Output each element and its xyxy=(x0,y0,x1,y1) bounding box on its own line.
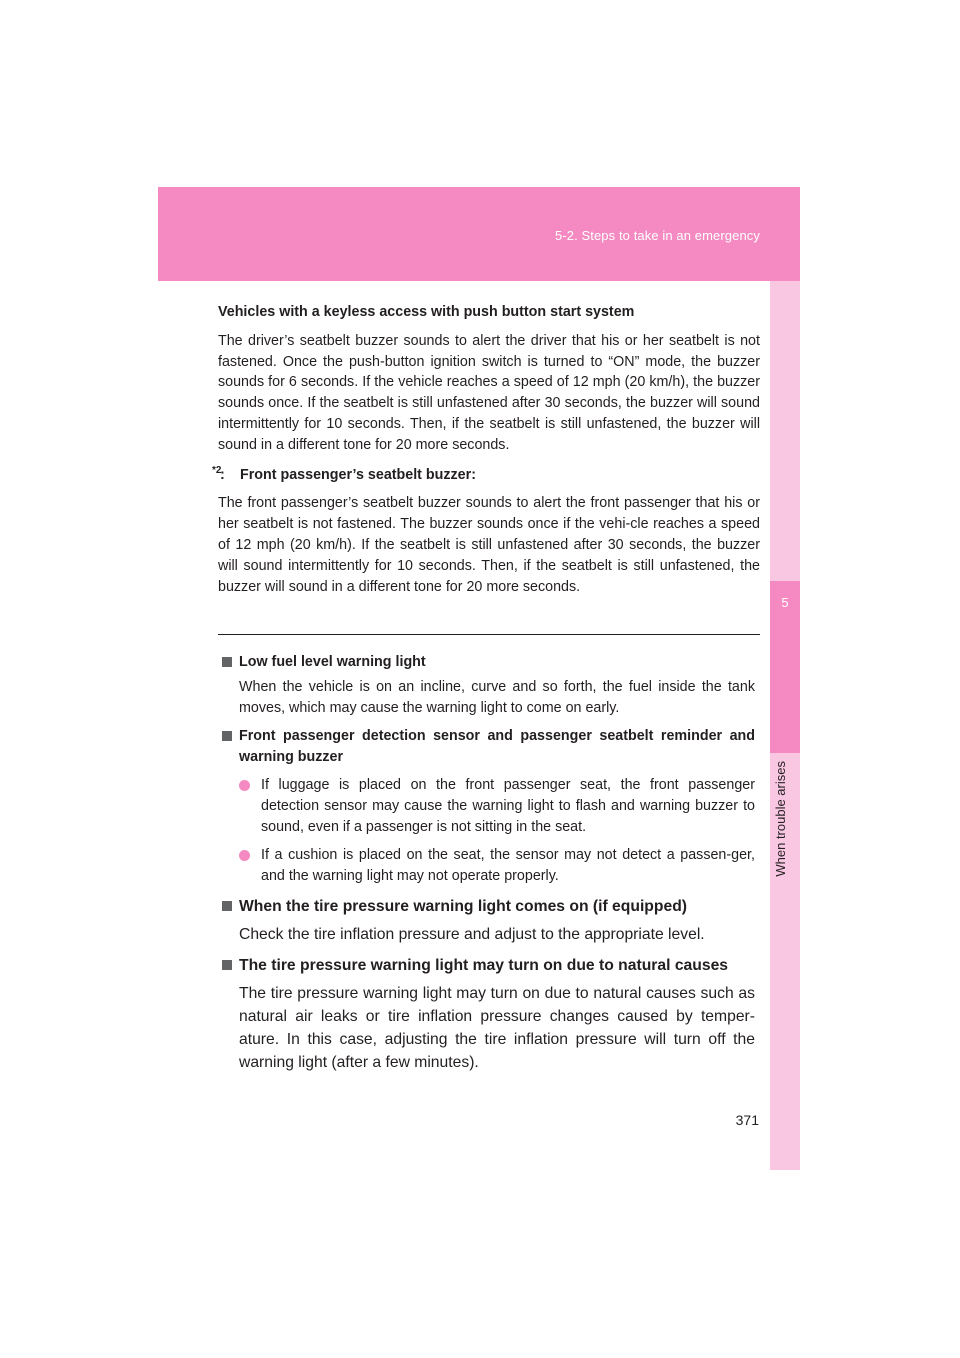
square-bullet-icon xyxy=(222,731,232,741)
list-item xyxy=(222,775,755,838)
note-passenger-sensor xyxy=(222,726,755,887)
square-bullet-icon xyxy=(222,960,232,970)
note-body: Check the tire inflation pressure and adjust to the appropriate level. xyxy=(239,926,705,943)
note-body: When the vehicle is on an incline, curve and so forth, the fuel inside the tank moves, which may cause the warning light to come on early. xyxy=(239,679,755,716)
note-body: The tire pressure warning light may turn on due to natural causes such as natural air leaks or tire inflation pressure changes caused by temper-ature. In this case, adjusting the tire inflation pressure will turn off the warning light (after a few minutes). xyxy=(239,985,755,1071)
square-bullet-icon xyxy=(222,901,232,911)
chapter-number: 5 xyxy=(781,595,789,610)
chapter-tab-marker xyxy=(770,581,800,877)
notes-section xyxy=(222,652,755,1074)
note-title: Front passenger detection sensor and passenger seatbelt reminder and warning buzzer xyxy=(239,728,755,765)
note-low-fuel xyxy=(222,652,755,719)
bullet-text: If luggage is placed on the front passenger seat, the front passenger detection sensor may cause the warning light to flash and warning buzzer to sound, even if a passenger is not sitting in the seat. xyxy=(261,777,755,835)
chapter-title: When trouble arises xyxy=(773,761,788,877)
keyless-heading: Vehicles with a keyless access with push button start system xyxy=(218,304,635,320)
note-tire-warning xyxy=(222,895,755,946)
section-title: 5-2. Steps to take in an emergency xyxy=(554,228,760,243)
section-header-band xyxy=(158,187,800,281)
note-title: When the tire pressure warning light comes on (if equipped) xyxy=(239,898,688,915)
upper-section xyxy=(212,302,760,597)
keyless-body: The driver’s seatbelt buzzer sounds to alert the driver that his or her seatbelt is not fastened. Once the push-button ignition switch is turned to “ON” mode, the buzzer sounds for 6 seconds. If the vehicle reaches a speed of 12 mph (20 km/h), the buzzer sounds once. If the seatbelt is still unfastened after 30 seconds, the buzzer will sound intermittently for 10 seconds. Then, if the seatbelt is still unfastened, the buzzer will sound in a different tone for 20 more seconds. xyxy=(218,332,760,453)
note-tire-natural xyxy=(222,954,755,1074)
footnote-heading xyxy=(212,464,760,486)
note-heading xyxy=(222,726,755,768)
section-divider xyxy=(218,634,760,635)
footnote-colon: : xyxy=(220,466,225,483)
bullet-text: If a cushion is placed on the seat, the sensor may not detect a passen-ger, and the warning light may not operate properly. xyxy=(261,847,755,884)
note-title: The tire pressure warning light may turn on due to natural causes xyxy=(239,957,729,974)
square-bullet-icon xyxy=(222,657,232,667)
note-heading xyxy=(222,652,755,673)
chapter-side-tab xyxy=(770,281,800,1170)
list-item xyxy=(222,845,755,887)
footnote-title: Front passenger’s seatbelt buzzer: xyxy=(240,466,476,483)
circle-bullet-icon xyxy=(239,850,250,861)
circle-bullet-icon xyxy=(239,780,250,791)
footnote-mark: *2 xyxy=(212,464,222,476)
note-heading xyxy=(222,954,755,977)
footnote-body: The front passenger’s seatbelt buzzer sounds to alert the front passenger that his or her seatbelt is not fastened. The buzzer sounds once if the vehi-cle reaches a speed of 12 mph (20 km/h). If the seatbelt is still unfastened after 30 seconds, the buzzer will sound intermittently for 10 seconds. Then, if the seatbelt is still unfastened, the buzzer will sound in a different tone for 20 more seconds. xyxy=(218,495,760,595)
page-number: 371 xyxy=(735,1112,759,1128)
note-heading xyxy=(222,895,755,918)
note-title: Low fuel level warning light xyxy=(239,654,426,670)
